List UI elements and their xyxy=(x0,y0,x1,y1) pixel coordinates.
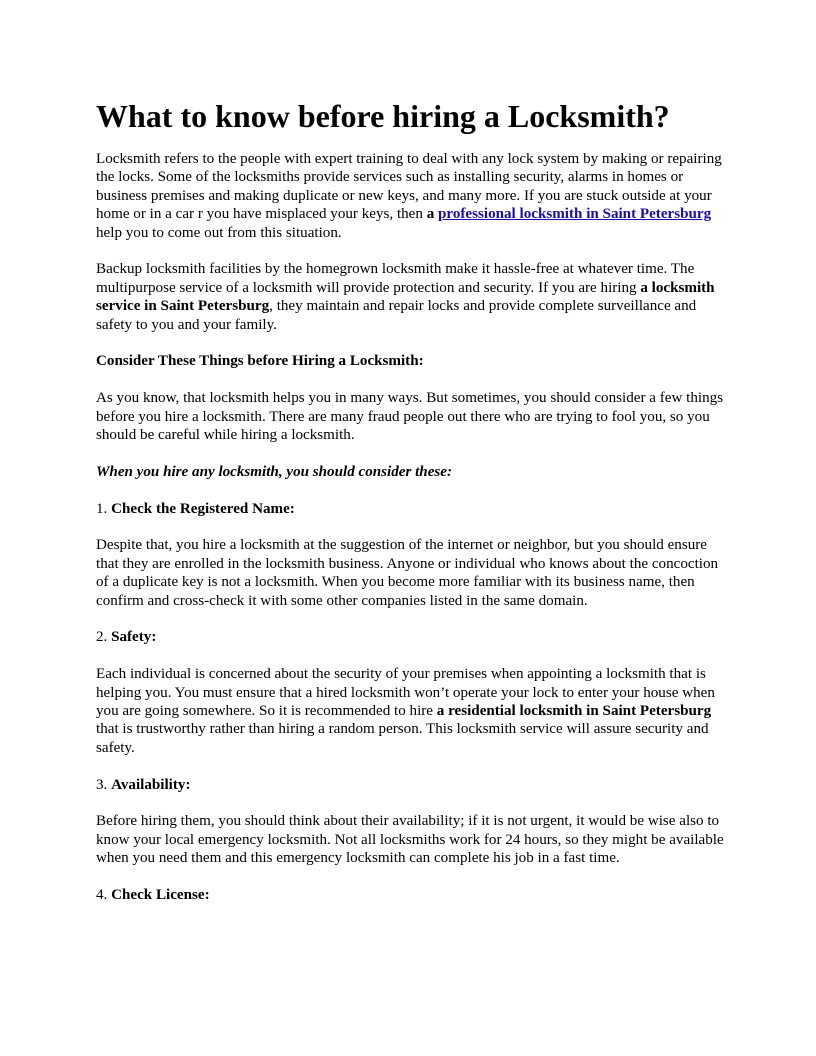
section-1-paragraph: Despite that, you hire a locksmith at the suggestion of the internet or neighbor, but you should ensure that they are enrolled in the locksmith business. Anyone or individual who knows about the concoction of a duplicate key is not a locksmith. When you become more familiar with its business name, then confirm and cross-check it with some other companies listed in the same domain. xyxy=(96,537,719,609)
consider-heading xyxy=(96,352,724,370)
intro-text: Locksmith refers to the people with expert training to deal with any lock system by making or repairing the locks. Some of the locksmiths provide services such as installing security, alarms in homes or business premises and making duplicate or new keys, and many more. If you are stuck outside at your home or in a car r you have misplaced your keys, then xyxy=(96,151,722,223)
intro-bold-article: a xyxy=(426,206,439,223)
section-2-number: 2. xyxy=(96,629,112,646)
backup-paragraph xyxy=(96,260,724,334)
section-2-text-end: that is trustworthy rather than hiring a random person. This locksmith service will assure security and safety. xyxy=(96,721,709,756)
section-4-heading xyxy=(96,886,724,904)
section-2-title: Safety: xyxy=(111,629,157,646)
when-heading xyxy=(96,463,724,481)
section-1-number: 1. xyxy=(96,500,112,517)
backup-text: Backup locksmith facilities by the homegrown locksmith make it hassle-free at whatever time. The multipurpose service of a locksmith will provide protection and security. If you are hiring xyxy=(96,261,695,296)
backup-text-end: , they maintain and repair locks and provide complete surveillance and safety to you and your family. xyxy=(96,298,697,333)
document-page xyxy=(96,97,724,904)
backup-bold: a locksmith service in Saint Petersburg xyxy=(96,279,715,315)
section-2-paragraph xyxy=(96,665,724,757)
when-heading-text: When you hire any locksmith, you should consider these: xyxy=(96,463,453,480)
section-3-paragraph: Before hiring them, you should think about their availability; if it is not urgent, it would be wise also to know your local emergency locksmith. Not all locksmiths work for 24 hours, so they might be available when you need them and this emergency locksmith can complete his job in a fast time. xyxy=(96,813,724,867)
section-3-heading xyxy=(96,776,724,794)
section-2-text: Each individual is concerned about the security of your premises when appointing a locksmith that is helping you. You must ensure that a hired locksmith won’t operate your lock to enter your house when you are going somewhere. So it is recommended to hire xyxy=(96,666,715,720)
section-4-number: 4. xyxy=(96,887,112,904)
section-2-heading xyxy=(96,628,724,646)
consider-heading-text: Consider These Things before Hiring a Locksmith: xyxy=(96,353,424,370)
section-1-heading xyxy=(96,500,724,518)
as-you-know-paragraph: As you know, that locksmith helps you in many ways. But sometimes, you should consider a few things before you hire a locksmith. There are many fraud people out there who are trying to fool you, so you should be careful while hiring a locksmith. xyxy=(96,390,724,444)
section-3-title: Availability: xyxy=(111,776,191,793)
section-3-number: 3. xyxy=(96,776,112,793)
intro-paragraph xyxy=(96,150,724,242)
section-4-title: Check License: xyxy=(111,887,210,904)
intro-text-end: help you to come out from this situation. xyxy=(96,224,342,241)
professional-locksmith-link[interactable]: professional locksmith in Saint Petersburg xyxy=(438,206,712,223)
section-2-bold: a residential locksmith in Saint Petersburg xyxy=(436,703,712,720)
section-1-title: Check the Registered Name: xyxy=(111,500,295,517)
page-title: What to know before hiring a Locksmith? xyxy=(96,98,670,134)
